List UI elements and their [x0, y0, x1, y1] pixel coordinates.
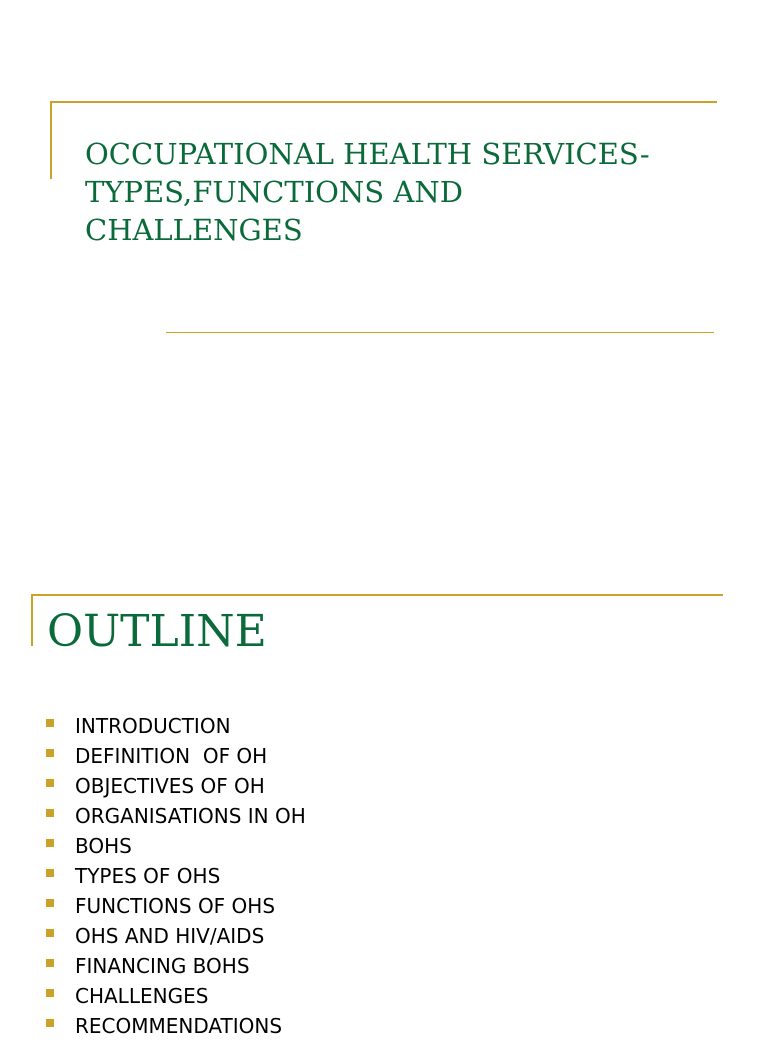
list-item: [46, 801, 306, 831]
list-item-label: OHS AND HIV/AIDS: [75, 924, 265, 948]
square-bullet-icon: [46, 959, 54, 967]
square-bullet-icon: [46, 749, 54, 757]
list-item: [46, 741, 306, 771]
list-item-label: TYPES OF OHS: [75, 864, 221, 888]
list-item-label: ORGANISATIONS IN OH: [75, 804, 306, 828]
list-item: [46, 951, 306, 981]
presentation-title: [85, 135, 725, 249]
title-line: TYPES,FUNCTIONS AND: [85, 175, 463, 209]
list-item-label: BOHS: [75, 834, 132, 858]
list-item: [46, 861, 306, 891]
title-line: CHALLENGES: [85, 213, 303, 247]
list-item: [46, 831, 306, 861]
square-bullet-icon: [46, 989, 54, 997]
list-item-label: FUNCTIONS OF OHS: [75, 894, 276, 918]
list-item: [46, 1011, 306, 1041]
frame-left-rule: [50, 101, 52, 179]
list-item: [46, 711, 306, 741]
list-item: [46, 891, 306, 921]
list-item: [46, 771, 306, 801]
square-bullet-icon: [46, 839, 54, 847]
square-bullet-icon: [46, 929, 54, 937]
square-bullet-icon: [46, 899, 54, 907]
list-item-label: OBJECTIVES OF OH: [75, 774, 265, 798]
slide-title: OUTLINE: [47, 606, 267, 657]
outline-list: [46, 711, 306, 1041]
list-item-label: DEFINITION OF OH: [75, 744, 268, 768]
square-bullet-icon: [46, 869, 54, 877]
list-item-label: CHALLENGES: [75, 984, 209, 1008]
list-item-label: FINANCING BOHS: [75, 954, 250, 978]
frame-top-rule: [31, 594, 723, 596]
square-bullet-icon: [46, 719, 54, 727]
list-item: [46, 981, 306, 1011]
square-bullet-icon: [46, 779, 54, 787]
frame-top-rule: [50, 101, 717, 103]
square-bullet-icon: [46, 1019, 54, 1027]
outline-slide: [0, 560, 768, 1038]
square-bullet-icon: [46, 809, 54, 817]
subtitle-divider: [166, 332, 714, 333]
list-item-label: RECOMMENDATIONS: [75, 1014, 283, 1038]
title-line: OCCUPATIONAL HEALTH SERVICES-: [85, 137, 650, 171]
frame-left-rule: [31, 594, 33, 646]
list-item: [46, 921, 306, 951]
list-item-label: INTRODUCTION: [75, 714, 231, 738]
